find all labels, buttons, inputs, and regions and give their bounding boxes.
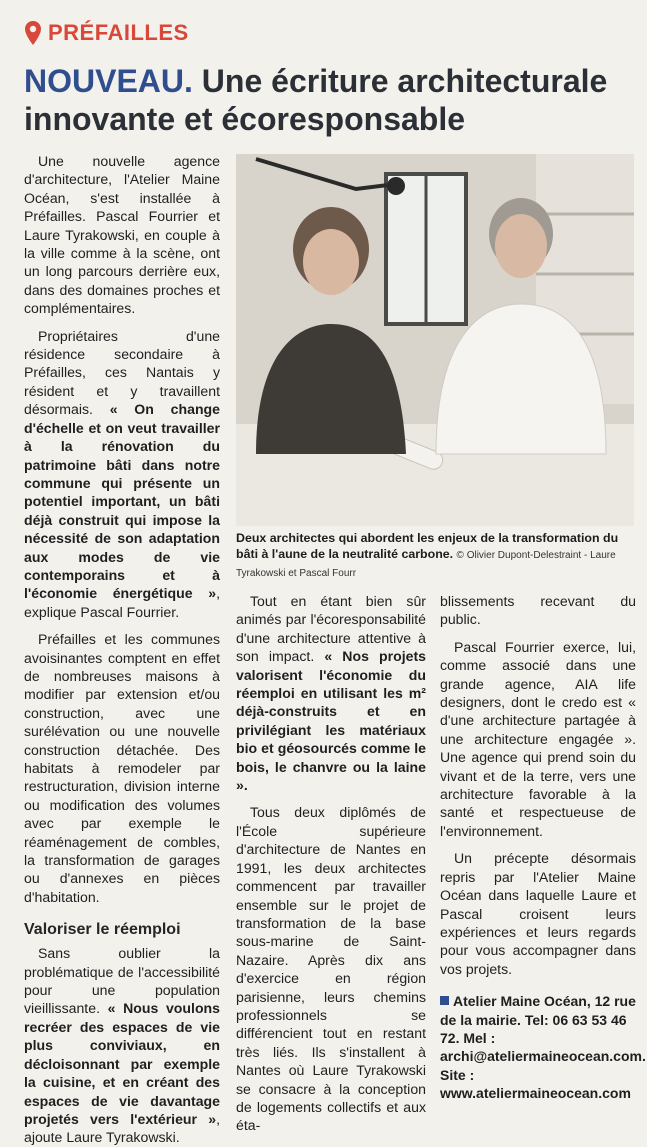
article-column-2 [236,592,426,1135]
square-bullet-icon [440,996,449,1005]
article-photo [236,154,634,526]
quote: « On change d'échelle et on veut travailler à la rénovation du patrimoine bâti dans notre commune qui présente un potentiel important, un bâti déjà construit qui impose la nécessité de son adaptation aux modes de vie contemporains et à l'économie énergétique » [24,401,220,602]
paragraph: Préfailles et les communes avoisinantes comptent en effet de nombreuses maisons à modifier par extension et/ou construction, avec une surélévation ou une nouvelle construction détachée. Des habitats à remodeler par restructuration, division interne ou modification des volumes avec par exemple le réaménagement de combles, la transformation de garages ou d'annexes en pièces d'habitation. [24,631,220,905]
section-subhead: Valoriser le réemploi [24,921,181,939]
paragraph: blissements recevant du public. [440,593,636,628]
paragraph: Pascal Fourrier exerce, lui, comme associé dans une grande agence, AIA life designers, dont le credo est « d'une architecture partagée à une architecture engagée ». Une agence qui prend soin du vivant et de la terre, vers une architecture favorable à la santé et respectueuse de l'environnement. [440,638,636,839]
location-kicker [24,20,189,46]
paragraph: Tous deux diplômés de l'École supérieure d'architecture de Nantes en 1991, les deux architectes commencent par travailler ensemble sur le projet de transformation de la base sous-marine de Saint-Nazaire. Après dix ans d'exercice en région parisienne, leurs chemins professionnels se différencient tout en restant très liés. Ils s'installent à Nantes où Laure Tyrakowski se consacre à la conception de logements collectifs et aux éta- [236,804,426,1134]
paragraph: Tout en étant bien sûr animés par l'écoresponsabilité d'une architecture attentive à son impact. « Nos projets valorisent l'économie du réemploi en utilisant les m² déjà-construits et en privilégiant les matériaux bio et géosourcés comme le bois, le chanvre ou la laine ». [236,593,426,794]
headline-title: Une écriture architecturale innovante et écoresponsable [24,63,608,137]
paragraph: Sans oublier la problématique de l'accessibilité pour une population vieillissante. « Nous voulons recréer des espaces de vie plus conviviaux, en décloisonnant par exemple la cuisine, et en créant des espaces de vie davantage projetés vers l'extérieur », ajoute Laure Tyrakowski. [24,945,220,1146]
contact-info: Atelier Maine Océan, 12 rue de la mairie. Tel: 06 63 53 46 72. Mel : archi@ateliermaineocean.com. Site : www.ateliermaineocean.com [440,993,646,1102]
map-pin-icon [24,20,42,46]
paragraph: Une nouvelle agence d'architecture, l'Atelier Maine Océan, s'est installée à Préfailles. Pascal Fourrier et Laure Tyrakowski, en couple à la ville comme à la scène, ont un long parcours derrière eux, dans des domaines proches et complémentaires. [24,153,220,317]
article-column-3 [440,592,646,1103]
quote: « Nos projets valorisent l'économie du réemploi en utilisant les m² déjà-construits et en privilégiant les matériaux bio et géosourcés comme le bois, le chanvre ou la laine ». [236,648,426,794]
paragraph: Propriétaires d'une résidence secondaire à Préfailles, ces Nantais y résident et y travaillent désormais. « On change d'échelle et on veut travailler à la rénovation du patrimoine bâti dans notre commune qui présente un potentiel important, un bâti déjà construit qui impose la nécessité de son adaptation aux modes de vie contemporains et à l'économie énergétique », explique Pascal Fourrier. [24,327,220,620]
headline-tag: NOUVEAU. [24,63,193,99]
photo-caption: Deux architectes qui abordent les enjeux de la transformation du bâti à l'aune de la neutralité carbone. © Olivier Dupont-Delestraint - Laure Tyrakowski et Pascal Fourr [236,531,619,579]
paragraph: Un précepte désormais repris par l'Atelier Maine Océan dans laquelle Laure et Pascal croisent leurs expériences et leurs regards pour vous accompagner dans vos projets. [440,850,636,977]
article-column-1 [24,152,220,1147]
quote: « Nous voulons recréer des espaces de vie plus conviviaux, en décloisonnant par exemple la cuisine, et en créant des espaces de vie davantage projetés vers l'extérieur » [24,1000,220,1127]
architects-photo-illustration [236,154,634,526]
photo-credit: © Olivier Dupont-Delestraint - Laure Tyrakowski et Pascal Fourr [236,550,616,579]
article-headline [24,62,634,138]
location-label: PRÉFAILLES [48,20,189,45]
